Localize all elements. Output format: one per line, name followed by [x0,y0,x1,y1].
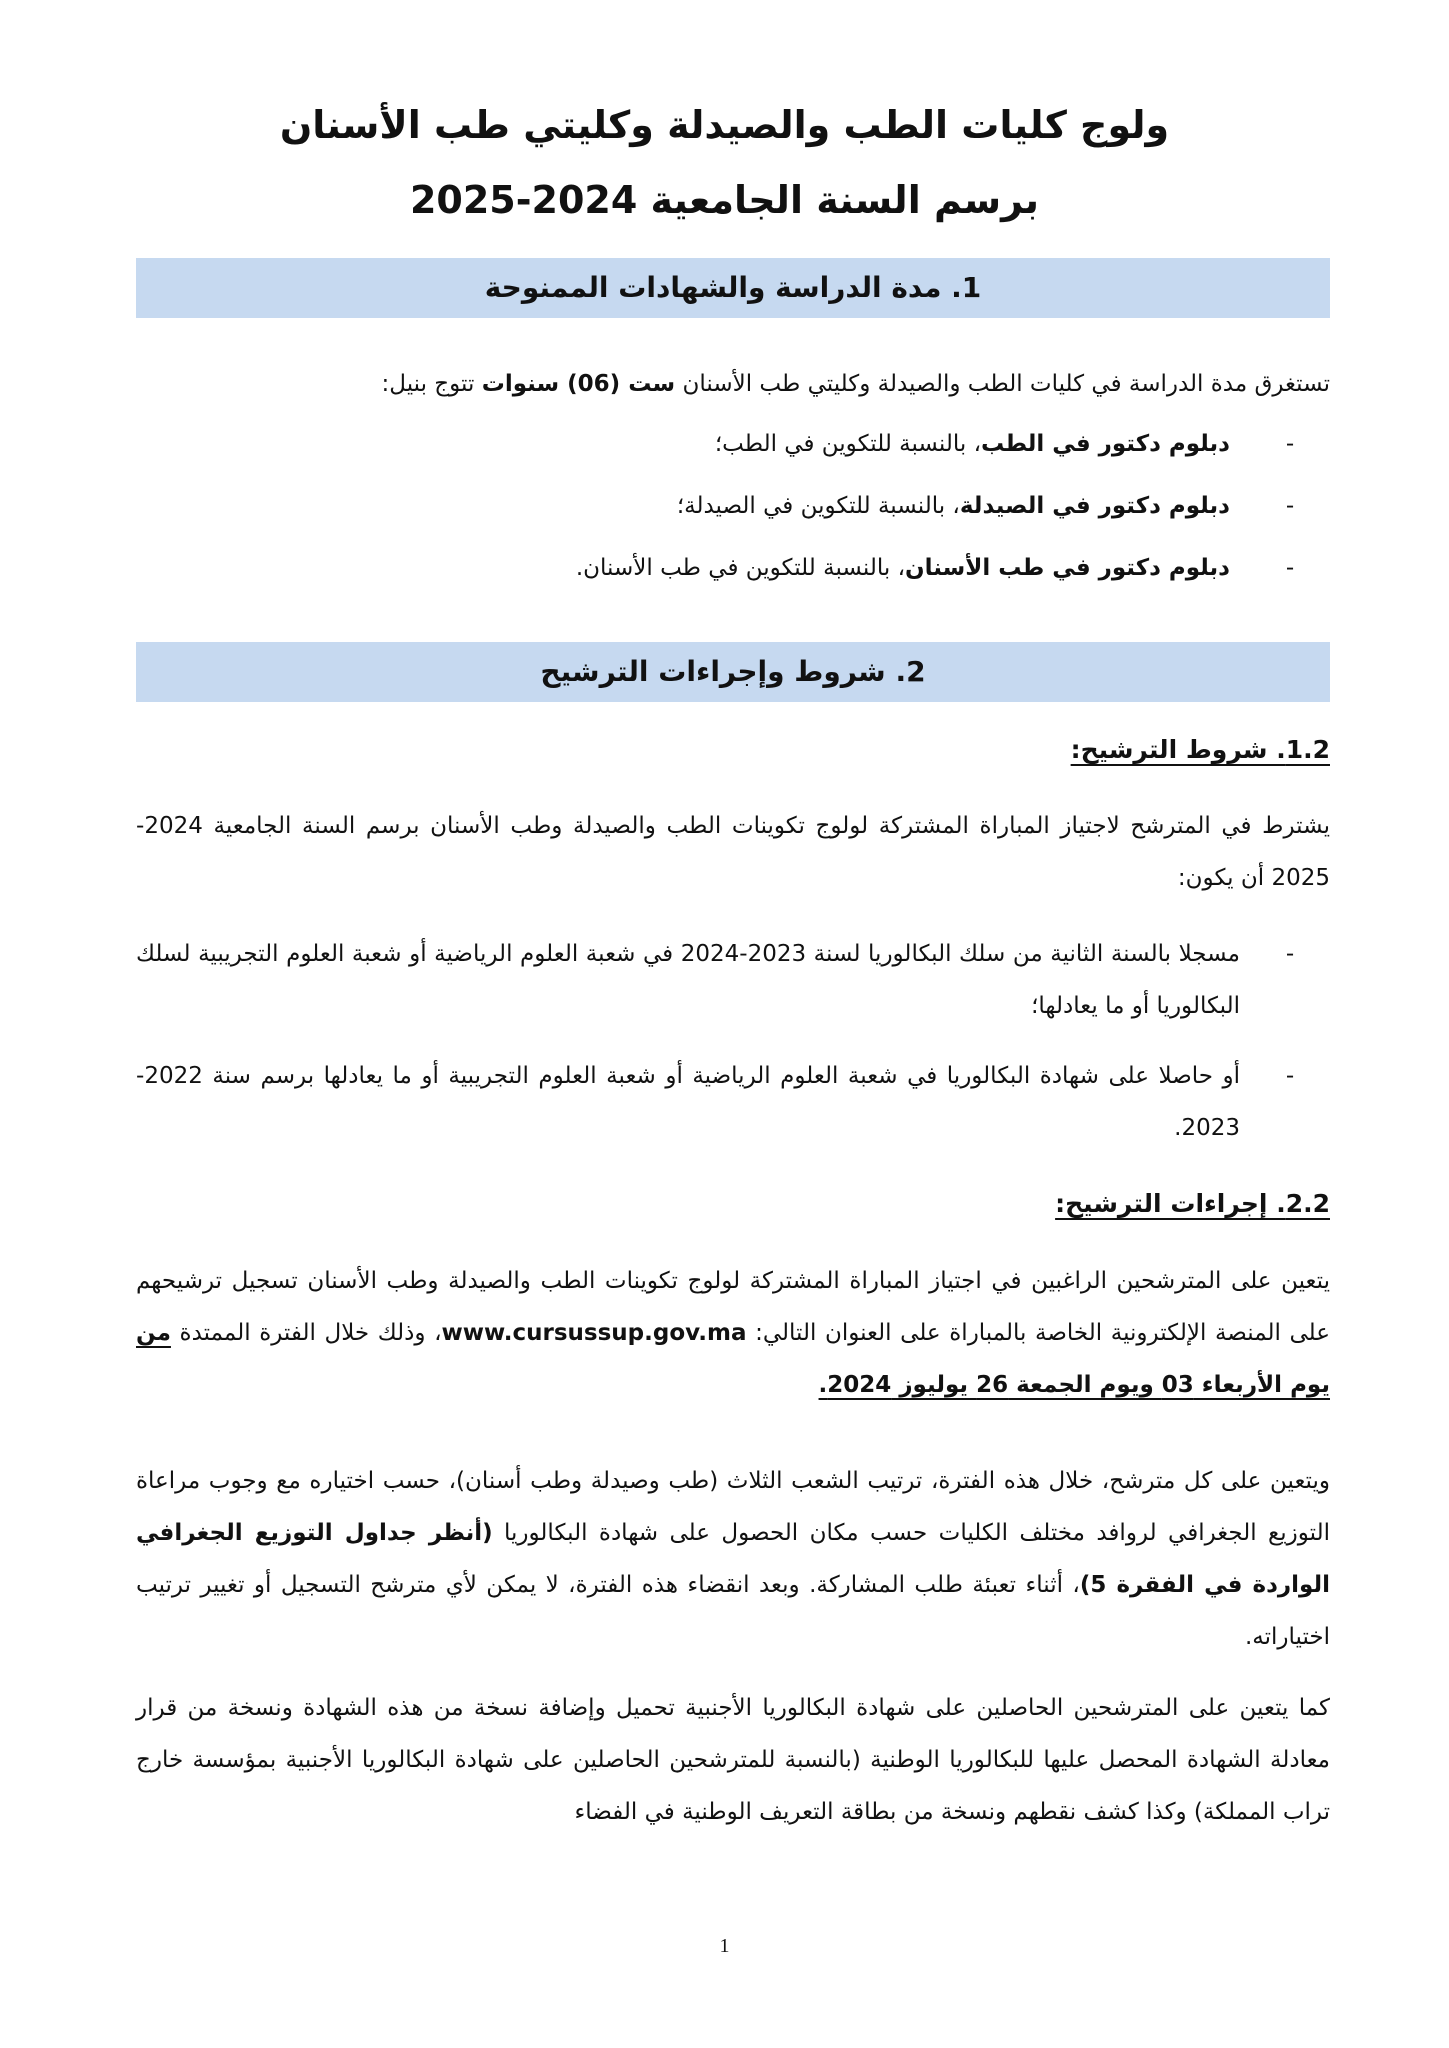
condition-text: أو حاصلا على شهادة البكالوريا في شعبة العلوم الرياضية أو شعبة العلوم التجريبية أو ما يعادلها برسم سنة 2022-2023. [136,1063,1240,1141]
subsection-2-1-heading: 1.2. شروط الترشيح: [1070,735,1330,764]
diploma-item-text [136,418,1270,470]
diploma-name: دبلوم دكتور في طب الأسنان [905,555,1230,581]
geo-distribution-reference: (أنظر جداول التوزيع الجغرافي الواردة في الفقرة 5) [136,1520,1330,1598]
diploma-name: دبلوم دكتور في الطب [981,431,1230,457]
bullet-dash-icon: - [1285,493,1295,519]
bullet-dash-icon: - [1285,431,1295,457]
section-1-heading: 1. مدة الدراسة والشهادات الممنوحة [136,258,1330,318]
intro-duration: ست (06) سنوات [481,371,676,397]
diploma-list-item [136,542,1330,594]
section-1-intro [136,358,1330,410]
diploma-list-item [136,480,1330,532]
section-2-heading: 2. شروط وإجراءات الترشيح [136,642,1330,702]
document-title: ولوج كليات الطب والصيدلة وكليتي طب الأسنان [279,103,1170,147]
bullet-dash-icon: - [1285,555,1295,581]
condition-list-item [136,1050,1330,1154]
procedure-text: ويتعين على كل مترشح، خلال هذه الفترة، ترتيب الشعب الثلاث (طب وصيدلة وطب أسنان)، حسب اختياره مع وجوب مراعاة التوزيع الجغرافي لروافد مختلف الكليات حسب مكان الحصول على شهادة البكالوريا [136,1468,1331,1546]
procedure-text: يتعين على المترشحين الراغبين في اجتياز المباراة المشتركة لولوج تكوينات الطب والصيدلة وطب الأسنان تسجيل ترشيحهم على المنصة الإلكترونية الخاصة بالمباراة على العنوان التالي: [136,1268,1330,1346]
document-subtitle: برسم السنة الجامعية 2024-2025 [409,178,1040,222]
diploma-name: دبلوم دكتور في الصيدلة [959,493,1230,519]
procedure-text-cont: ، أثناء تعبئة طلب المشاركة. وبعد انقضاء هذه الفترة، لا يمكن لأي مترشح التسجيل أو تغيير ترتيب اختياراته. [136,1572,1330,1650]
bullet-dash-icon: - [1285,941,1295,967]
procedure-paragraph-1 [136,1255,1330,1411]
procedure-paragraph-3: كما يتعين على المترشحين الحاصلين على شهادة البكالوريا الأجنبية تحميل وإضافة نسخة من هذه الشهادة ونسخة من قرار معادلة الشهادة المحصل عليها للبكالوريا الوطنية (بالنسبة للمترشحين الحاصلين على شهادة البكالوريا الأجنبية بمؤسسة خارج تراب المملكة) وكذا كشف نقطهم ونسخة من بطاقة التعريف الوطنية في الفضاء [136,1695,1330,1825]
subsection-2-2-heading: 2.2. إجراءات الترشيح: [1055,1189,1330,1218]
diploma-item-text [136,480,1270,532]
procedure-text-cont: ، وذلك خلال الفترة الممتدة [170,1320,442,1346]
diploma-desc: ، بالنسبة للتكوين في الطب؛ [714,431,982,457]
procedure-paragraph-2 [136,1455,1330,1663]
platform-url-link[interactable]: www.cursussup.gov.ma [441,1320,747,1346]
diploma-desc: ، بالنسبة للتكوين في الصيدلة؛ [676,493,960,519]
condition-text: مسجلا بالسنة الثانية من سلك البكالوريا لسنة 2023-2024 في شعبة العلوم الرياضية أو شعبة العلوم التجريبية لسلك البكالوريا أو ما يعادلها؛ [136,941,1240,1019]
subsection-2-1-intro: يشترط في المترشح لاجتياز المباراة المشتركة لولوج تكوينات الطب والصيدلة وطب الأسنان برسم السنة الجامعية 2024-2025 أن يكون: [136,813,1330,891]
diploma-item-text [136,542,1270,594]
bullet-dash-icon: - [1285,1063,1295,1089]
condition-list-item [136,928,1330,1032]
intro-text: تستغرق مدة الدراسة في كليات الطب والصيدلة وكليتي طب الأسنان [675,371,1330,397]
diploma-list-item [136,418,1330,470]
intro-text-end: تتوج بنيل: [381,371,482,397]
page-number: 1 [719,1935,730,1957]
diploma-desc: ، بالنسبة للتكوين في طب الأسنان. [575,555,905,581]
registration-period: من يوم الأربعاء 03 ويوم الجمعة 26 يوليوز 2024. [136,1320,1330,1398]
